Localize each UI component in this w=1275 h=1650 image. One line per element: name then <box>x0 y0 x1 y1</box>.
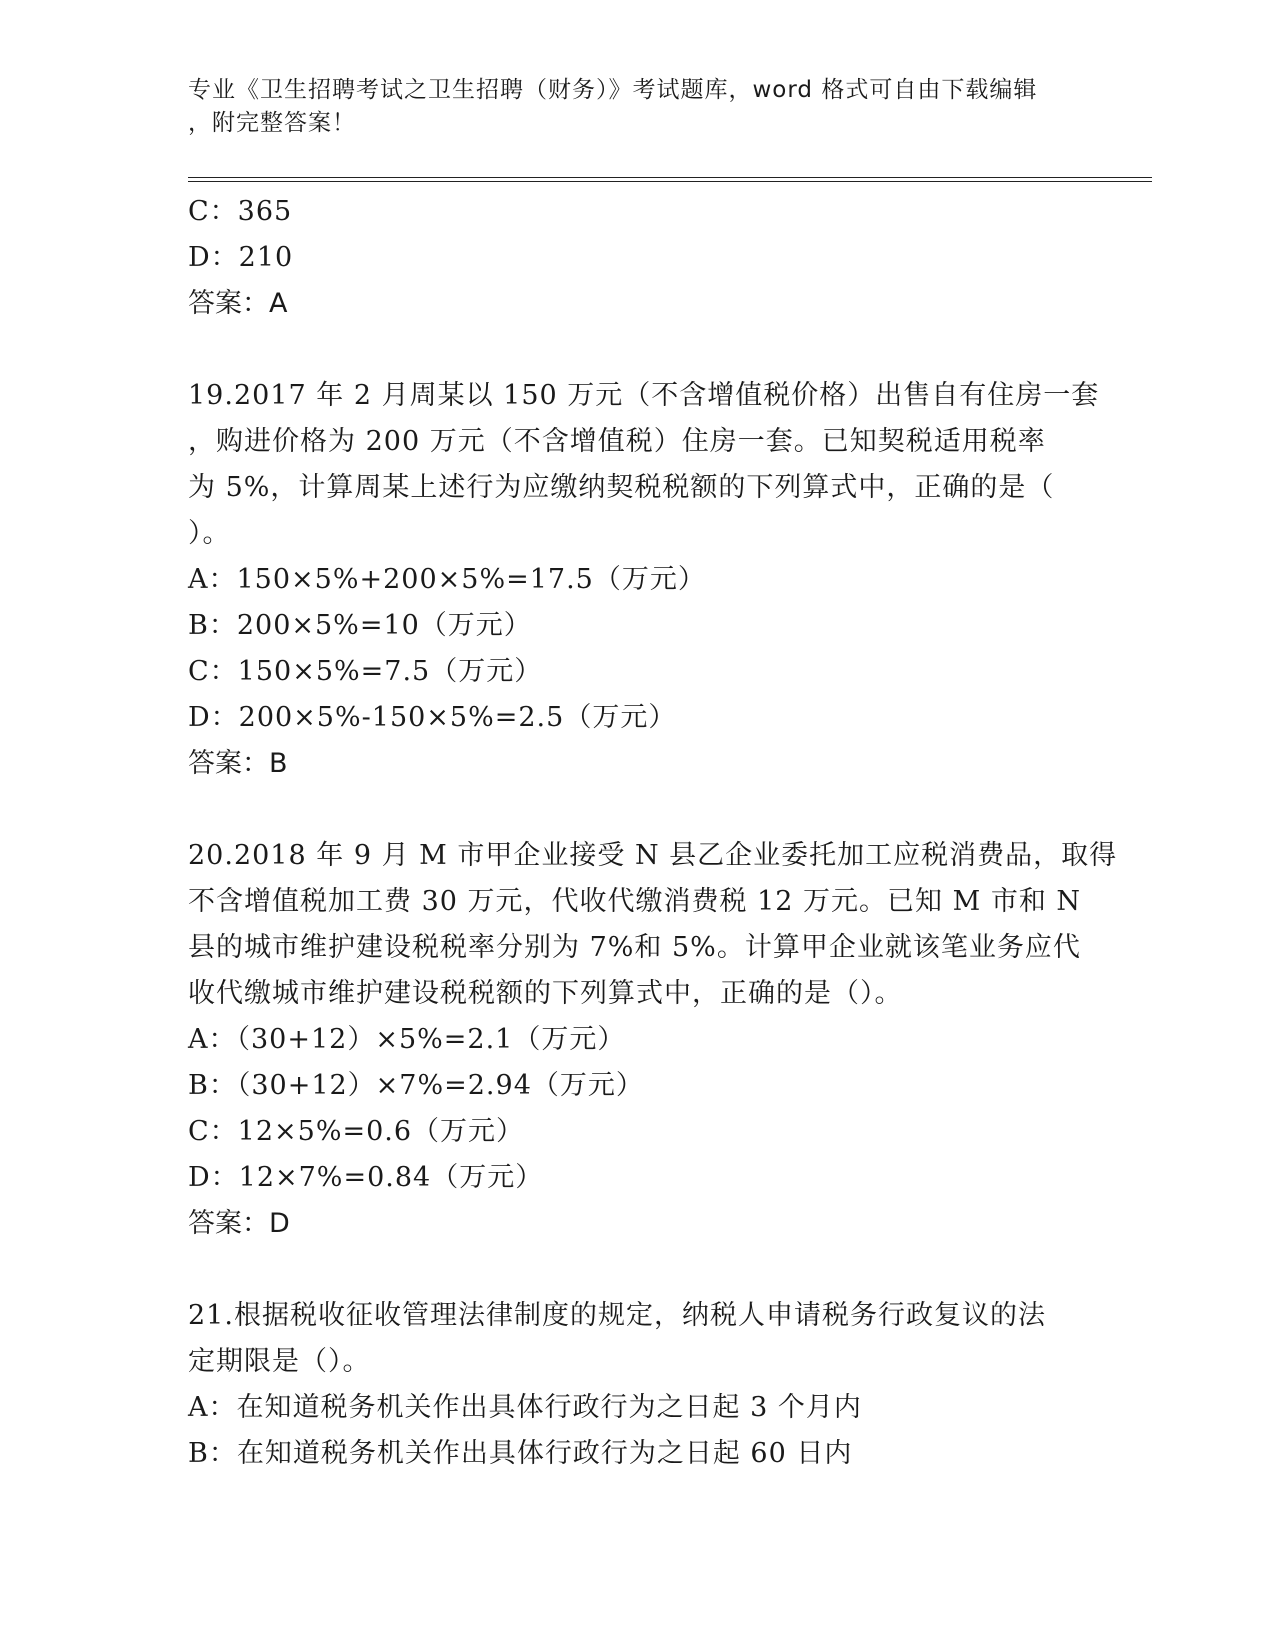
option-d: D：12×7%=0.84（万元） <box>188 1162 544 1193</box>
question-text-line: ）。 <box>188 518 231 549</box>
question-list <box>188 189 1118 1477</box>
question-text-line: 县的城市维护建设税税率分别为 7%和 5%。计算甲企业就该笔业务应代 <box>188 932 1081 963</box>
option-d: D：210 <box>188 242 294 273</box>
option-a: A：在知道税务机关作出具体行政行为之日起 3 个月内 <box>188 1392 862 1423</box>
question-text-line: 不含增值税加工费 30 万元，代收代缴消费税 12 万元。已知 M 市和 N <box>188 886 1082 917</box>
question-20 <box>188 833 1118 1247</box>
question-text-line: 20.2018 年 9 月 M 市甲企业接受 N 县乙企业委托加工应税消费品，取得 <box>188 840 1118 871</box>
header-divider <box>188 177 1152 182</box>
option-b: B：在知道税务机关作出具体行政行为之日起 60 日内 <box>188 1438 853 1469</box>
question-19 <box>188 373 1100 787</box>
answer-label: 答案：A <box>188 288 288 319</box>
option-d: D：200×5%-150×5%=2.5（万元） <box>188 702 677 733</box>
answer-label: 答案：B <box>188 748 288 779</box>
option-c: C：365 <box>188 196 293 227</box>
question-text-line: 21.根据税收征收管理法律制度的规定，纳税人申请税务行政复议的法 <box>188 1300 1046 1331</box>
option-a: A：（30+12）×5%=2.1（万元） <box>188 1024 626 1055</box>
option-c: C：150×5%=7.5（万元） <box>188 656 543 687</box>
question-21 <box>188 1293 1088 1477</box>
question-text-line: 为 5%，计算周某上述行为应缴纳契税税额的下列算式中，正确的是（ <box>188 472 1055 503</box>
question-text-line: 收代缴城市维护建设税税额的下列算式中，正确的是（）。 <box>188 978 903 1009</box>
option-a: A：150×5%+200×5%=17.5（万元） <box>188 564 706 595</box>
option-c: C：12×5%=0.6（万元） <box>188 1116 525 1147</box>
header-title-line-2: ，附完整答案！ <box>188 110 356 136</box>
question-text-line: ，购进价格为 200 万元（不含增值税）住房一套。已知契税适用税率 <box>188 426 1046 457</box>
answer-label: 答案：D <box>188 1208 290 1239</box>
page-header <box>188 74 1068 140</box>
header-title-line-1: 专业《卫生招聘考试之卫生招聘（财务）》考试题库，word 格式可自由下载编辑 <box>188 77 1038 103</box>
option-b: B：（30+12）×7%=2.94（万元） <box>188 1070 644 1101</box>
question-text-line: 19.2017 年 2 月周某以 150 万元（不含增值税价格）出售自有住房一套 <box>188 380 1100 411</box>
question-text-line: 定期限是（）。 <box>188 1346 371 1377</box>
option-b: B：200×5%=10（万元） <box>188 610 532 641</box>
